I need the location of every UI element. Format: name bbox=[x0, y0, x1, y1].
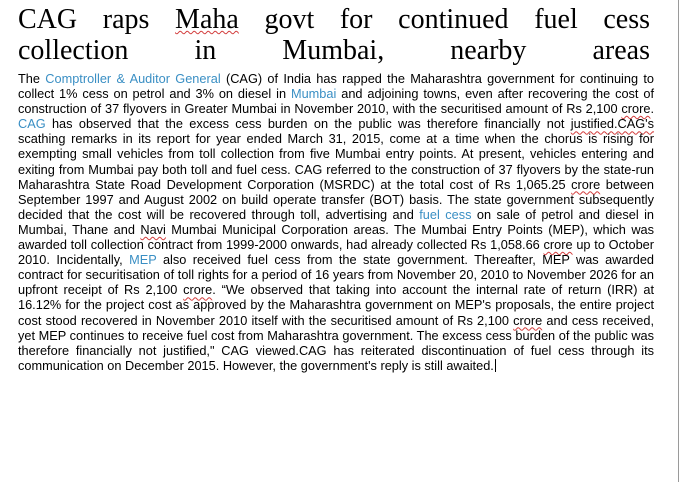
link-fuel-cess[interactable]: fuel cess bbox=[419, 206, 472, 222]
link-cag[interactable]: CAG bbox=[18, 116, 46, 132]
headline-text-1a: CAG raps bbox=[18, 4, 176, 35]
body-text: between September 1997 and August 2002 on build operate transfer (BOT) basis. The state government subsequently decided that the cost will be recovered through toll, advertising and bbox=[18, 176, 654, 222]
body-text: . bbox=[650, 101, 654, 117]
headline-line-1 bbox=[18, 4, 650, 35]
headline-line-2: collection in Mumbai, nearby areas bbox=[18, 35, 650, 66]
link-mep[interactable]: MEP bbox=[129, 252, 157, 268]
page-edge-divider bbox=[678, 0, 679, 482]
body-text: on sale of petrol and diesel in Mumbai, Thane and bbox=[18, 206, 654, 237]
spellcheck-word-justified: justified.CAG's bbox=[570, 116, 654, 132]
link-mumbai[interactable]: Mumbai bbox=[290, 86, 337, 102]
text-cursor bbox=[495, 359, 496, 372]
link-comptroller-auditor-general[interactable]: Comptroller & Auditor General bbox=[45, 71, 221, 86]
body-text: . “We observed that taking into account the internal rate of return (IRR) at 16.12% for the project cost as approved by the Maharashtra government on MEP's proposals, the entire project cost stood recovered in November 2010 itself with the securitised amount of Rs 2,100 bbox=[18, 282, 654, 328]
headline-spellcheck-word: Maha bbox=[175, 4, 239, 35]
body-text: Mumbai Municipal Corporation areas. The Mumbai Entry Points (MEP), which was awarded toll collection contract from 1999-2000 onwards, had already collected Rs 1,058.66 bbox=[18, 221, 654, 253]
spellcheck-word-navi: Navi bbox=[140, 221, 166, 237]
body-text: up to October 2010. Incidentally, bbox=[18, 237, 655, 268]
spellcheck-word-crore: crore bbox=[513, 312, 543, 328]
body-text: also received fuel cess from the state government. Thereafter, MEP was awarded contract for securitisation of toll rights for a period of 16 years from November 20, 2010 to November 2026 for an upfront receipt of Rs 2,100 bbox=[18, 252, 655, 298]
article-headline bbox=[18, 4, 650, 66]
spellcheck-word-crore: crore bbox=[543, 237, 573, 253]
article-body bbox=[18, 71, 654, 373]
headline-text-1c: govt for continued fuel cess bbox=[238, 4, 651, 35]
body-text: and adjoining towns, even after recovering the cost of construction of 37 flyovers in Greater Mumbai in November 2010, with the securitised amount of Rs 2,100 bbox=[18, 86, 655, 117]
spellcheck-word-crore: crore bbox=[571, 176, 601, 192]
body-text: and cess received, yet MEP continues to receive fuel cost from Maharashtra government. The excess cess burden of the public was therefore financially not justified," CAG viewed.CAG has reiterated discontinuation of fuel cess through its communication on December 2015. However, the government's reply is still awaited. bbox=[18, 312, 654, 373]
body-text: has observed that the excess cess burden on the public was therefore financially not bbox=[45, 116, 571, 132]
spellcheck-word-crore: crore bbox=[621, 101, 651, 117]
body-text: scathing remarks in its report for year ended March 31, 2015, come at a time when the chorus is rising for exempting small vehicles from toll collection from five Mumbai entry points. At present, vehicles entering and exiting from Mumbai pay both toll and fuel cess. CAG referred to the construction of 37 flyovers by the state-run Maharashtra State Road Development Corporation (MSRDC) at the total cost of Rs 1,065.25 bbox=[18, 131, 654, 192]
body-text: (CAG) of India has rapped the Maharashtra government for continuing to collect 1% cess on petrol and 3% on diesel in bbox=[18, 71, 655, 102]
spellcheck-word-crore: crore bbox=[183, 282, 213, 298]
body-text: The bbox=[18, 71, 46, 86]
